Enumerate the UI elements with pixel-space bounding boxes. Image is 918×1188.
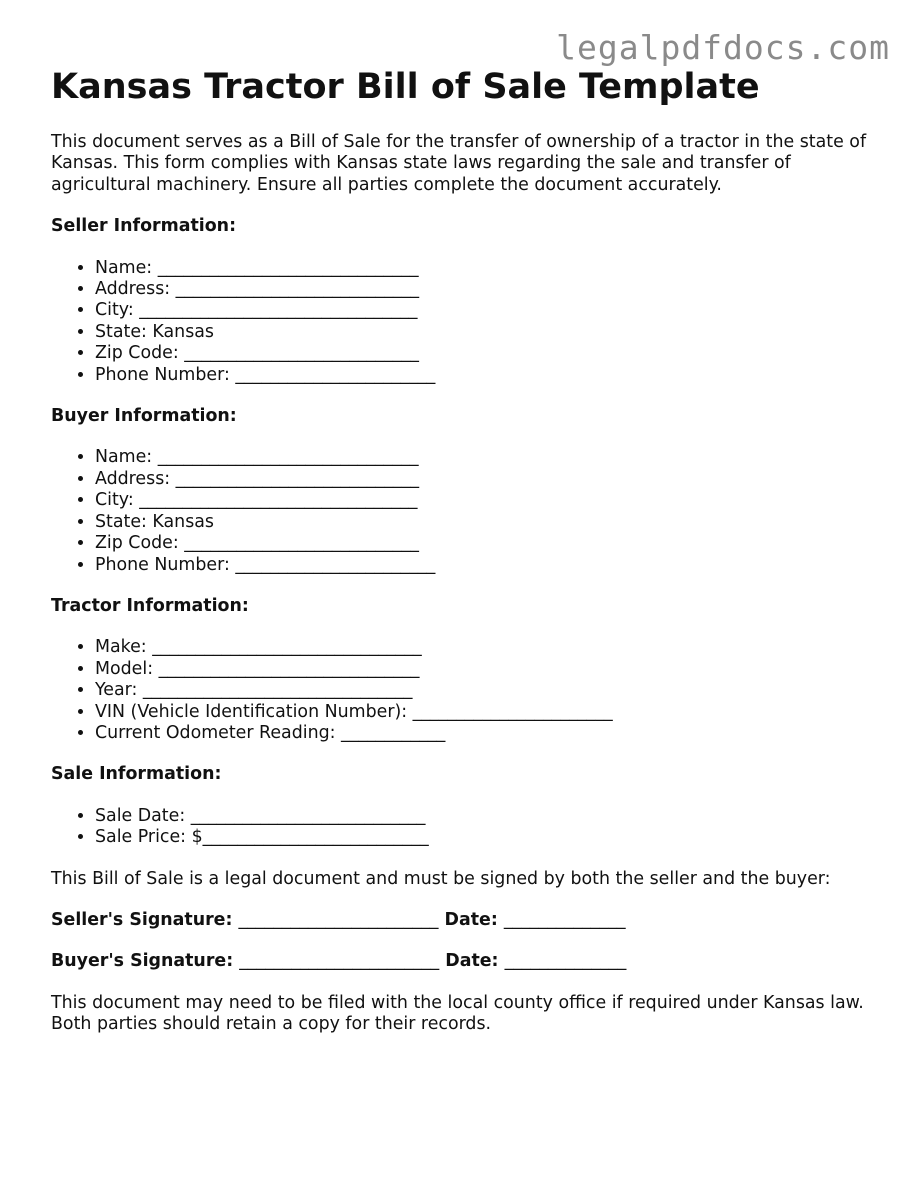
document-page — [51, 66, 881, 1036]
tractor-fields — [51, 637, 881, 744]
buyer-signature-label: Buyer's Signature: — [51, 951, 234, 972]
tractor-vin-field: • VIN (Vehicle Identification Number): _______________________ — [95, 702, 881, 723]
sale-price-field: • Sale Price: $__________________________ — [95, 827, 881, 848]
buyer-address-field: • Address: ____________________________ — [95, 469, 881, 490]
tractor-model-field: • Model: ______________________________ — [95, 659, 881, 680]
seller-state-field: • State: Kansas — [95, 322, 881, 343]
buyer-signature-blank: _______________________ — [239, 951, 440, 972]
seller-date-label: Date: — [444, 909, 498, 930]
seller-city-field: • City: ________________________________ — [95, 300, 881, 321]
sale-fields — [51, 806, 881, 849]
closing-paragraph: This document may need to be filed with the local county office if required under Kansas law. Both parties should retain a copy for their records. — [51, 992, 864, 1035]
buyer-heading: Buyer Information: — [51, 406, 237, 427]
seller-signature-blank: _______________________ — [238, 909, 439, 930]
buyer-signature-line — [51, 951, 881, 972]
buyer-city-field: • City: ________________________________ — [95, 490, 881, 511]
buyer-date-blank: ______________ — [504, 951, 627, 972]
buyer-date-label: Date: — [445, 951, 499, 972]
buyer-zip-field: • Zip Code: ___________________________ — [95, 533, 881, 554]
buyer-fields — [51, 447, 881, 575]
sale-heading: Sale Information: — [51, 764, 222, 785]
buyer-state-field: • State: Kansas — [95, 512, 881, 533]
page-title: Kansas Tractor Bill of Sale Template — [51, 67, 760, 107]
buyer-phone-field: • Phone Number: _______________________ — [95, 555, 881, 576]
seller-signature-line — [51, 910, 881, 931]
watermark: legalpdfdocs.com — [556, 28, 890, 67]
tractor-year-field: • Year: _______________________________ — [95, 680, 881, 701]
seller-heading: Seller Information: — [51, 216, 237, 237]
seller-fields — [51, 258, 881, 386]
seller-signature-label: Seller's Signature: — [51, 909, 233, 930]
signing-note: This Bill of Sale is a legal document and must be signed by both the seller and the buyer: — [51, 868, 831, 889]
tractor-odometer-field: • Current Odometer Reading: ____________ — [95, 723, 881, 744]
buyer-name-field: • Name: ______________________________ — [95, 447, 881, 468]
seller-phone-field: • Phone Number: _______________________ — [95, 365, 881, 386]
tractor-make-field: • Make: _______________________________ — [95, 637, 881, 658]
seller-zip-field: • Zip Code: ___________________________ — [95, 343, 881, 364]
intro-paragraph: This document serves as a Bill of Sale for the transfer of ownership of a tractor in the state of Kansas. This form complies with Kansas state laws regarding the sale and transfer of agricultural machinery. Ensure all parties complete the document accurately. — [51, 132, 867, 195]
sale-date-field: • Sale Date: ___________________________ — [95, 806, 881, 827]
seller-name-field: • Name: ______________________________ — [95, 258, 881, 279]
seller-address-field: • Address: ____________________________ — [95, 279, 881, 300]
seller-date-blank: ______________ — [503, 909, 626, 930]
tractor-heading: Tractor Information: — [51, 595, 249, 616]
